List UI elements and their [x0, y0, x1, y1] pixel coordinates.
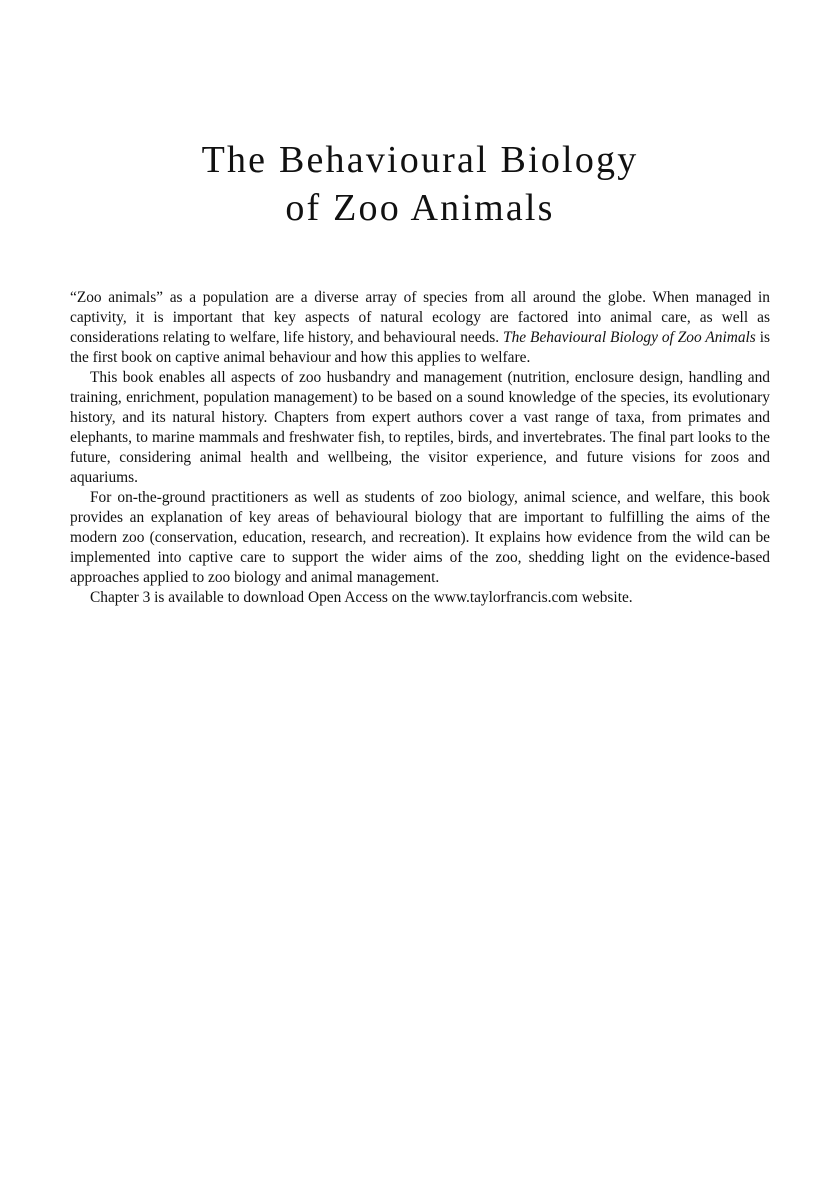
paragraph-1-text: “Zoo animals” as a population are a diverse array of species from all around the globe. When managed in captivity, it is important that key aspects of natural ecology are factored into animal care, as well as considerations relating to welfare, life history, and behavioural needs. — [70, 289, 770, 346]
description-paragraph-2: This book enables all aspects of zoo husbandry and management (nutrition, enclosure design, handling and training, enrichment, population management) to be based on a sound knowledge of the species, its evolutionary history, and its natural history. Chapters from expert authors cover a vast range of taxa, from primates and elephants, to marine mammals and freshwater fish, to reptiles, birds, and invertebrates. The final part looks to the future, considering animal health and wellbeing, the visitor experience, and future visions for zoos and aquariums. — [70, 369, 770, 486]
description-paragraph-3: For on-the-ground practitioners as well as students of zoo biology, animal science, and welfare, this book provides an explanation of key areas of behavioural biology that are important to fulfilling the aims of the modern zoo (conservation, education, research, and recreation). It explains how evidence from the wild can be implemented into captive care to support the wider aims of the zoo, shedding light on the evidence-based approaches applied to zoo biology and animal management. — [70, 489, 770, 586]
paragraph-1-tail: is the first book on captive animal behaviour and how this applies to welfare. — [70, 329, 770, 366]
description-paragraph-1 — [70, 288, 770, 368]
paragraph-1-book-title: The Behavioural Biology of Zoo Animals — [503, 329, 756, 346]
book-title-line-2: of Zoo Animals — [285, 187, 555, 229]
book-title — [0, 136, 840, 232]
open-access-note: Chapter 3 is available to download Open Access on the www.taylorfrancis.com website. — [90, 589, 633, 606]
book-title-line-1: The Behavioural Biology — [201, 139, 639, 181]
book-description — [70, 288, 770, 608]
